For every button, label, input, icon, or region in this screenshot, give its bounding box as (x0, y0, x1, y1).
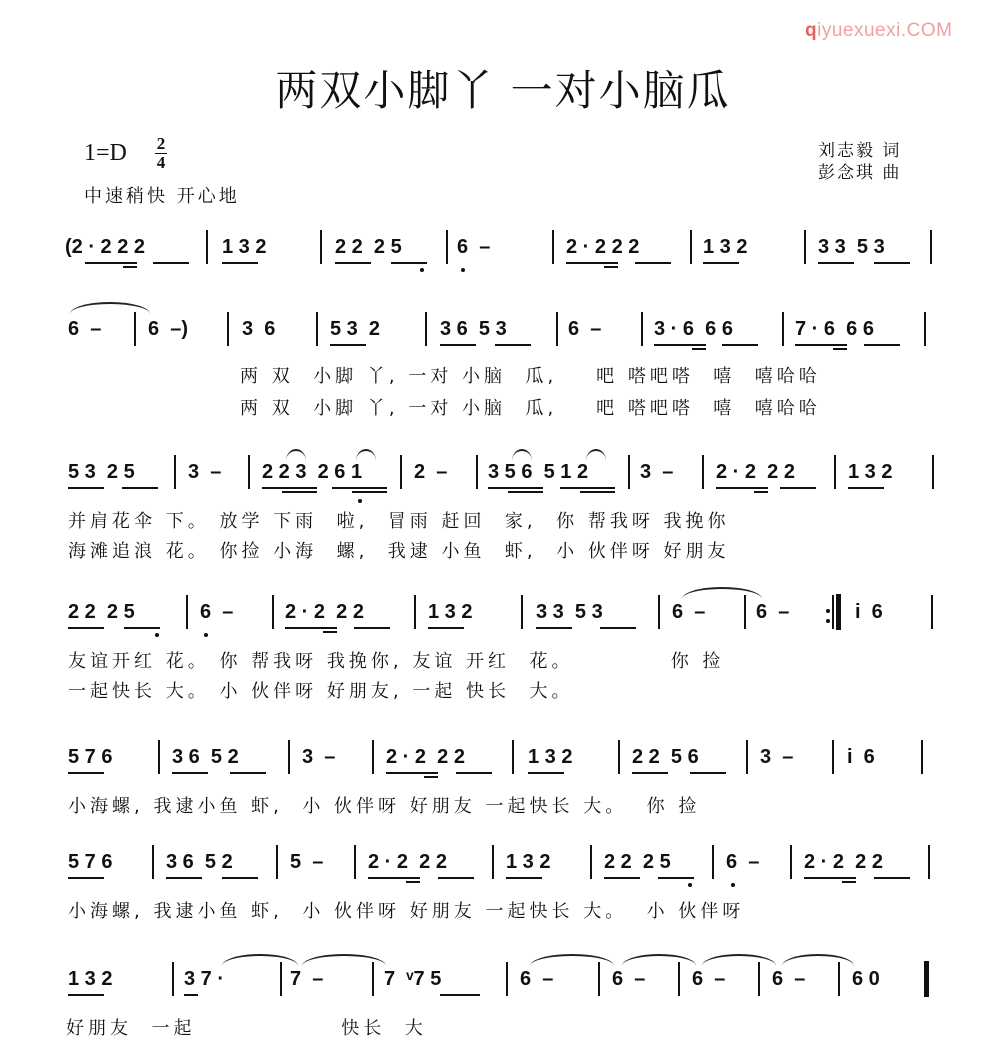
repeat-dot (826, 619, 830, 623)
low-octave-dot (358, 499, 362, 503)
underline (600, 627, 636, 629)
barline (316, 312, 318, 346)
measure: 5 – (290, 851, 324, 873)
measure: 5 7 6 (68, 851, 113, 873)
barline (924, 312, 926, 346)
barline (152, 845, 154, 879)
measure: 6 – (772, 968, 806, 990)
barline (702, 455, 704, 489)
low-octave-dot (204, 633, 208, 637)
measure: 1 3 2 (703, 236, 748, 258)
barline (446, 230, 448, 264)
barline (372, 740, 374, 774)
underline (635, 262, 671, 264)
tie (530, 954, 614, 966)
measure: 2 2 3 2 6 1 (262, 461, 363, 483)
repeat-barline-thin (832, 595, 834, 629)
underline (440, 344, 476, 346)
lyrics-verse-2: 一起快长 大。 小 伙伴呀 好朋友, 一起 快长 大。 (68, 681, 574, 702)
measure: 6 – (520, 968, 554, 990)
measure: 7 ᵛ7 5 (384, 968, 442, 990)
underline (330, 344, 366, 346)
song-title: 两双小脚丫 一对小脑瓜 (275, 66, 731, 115)
barline (690, 230, 692, 264)
barline (280, 962, 282, 996)
underline (874, 877, 910, 879)
underline (703, 262, 739, 264)
underline (780, 487, 816, 489)
underline (282, 491, 317, 493)
tie (302, 954, 386, 966)
underline (123, 266, 137, 268)
barline (414, 595, 416, 629)
underline (690, 772, 726, 774)
barline (288, 740, 290, 774)
measure: 1 3 2 (68, 968, 113, 990)
underline (722, 344, 758, 346)
barline (174, 455, 176, 489)
barline (746, 740, 748, 774)
low-octave-dot (155, 633, 159, 637)
measure: 7 · 6 6 6 (795, 318, 874, 340)
tie (622, 954, 696, 966)
measure: 2 2 2 5 (604, 851, 671, 873)
measure: 5 3 2 5 (68, 461, 135, 483)
measure: 3 6 5 2 (172, 746, 239, 768)
underline (692, 348, 706, 350)
barline (476, 455, 478, 489)
underline (818, 262, 854, 264)
barline (227, 312, 229, 346)
underline (68, 994, 104, 996)
measure: 3 6 5 2 (166, 851, 233, 873)
barline (134, 312, 136, 346)
underline (864, 344, 900, 346)
underline (488, 487, 543, 489)
final-barline (924, 961, 929, 997)
measure: 6 0 (852, 968, 880, 990)
repeat-barline-thick (836, 594, 841, 630)
measure: 6 – (726, 851, 760, 873)
underline (424, 776, 438, 778)
slur (356, 449, 376, 461)
barline (521, 595, 523, 629)
lyrics-verse-1: 友谊开红 花。 你 帮我呀 我挽你, 友谊 开红 花。 你 捡 (68, 651, 725, 672)
time-signature (155, 136, 167, 171)
underline (332, 487, 387, 489)
barline (758, 962, 760, 996)
underline (166, 877, 202, 879)
underline (833, 348, 847, 350)
barline (512, 740, 514, 774)
measure: 1 3 2 (428, 601, 473, 623)
measure: 3 6 5 3 (440, 318, 507, 340)
watermark-text: iyuexuexi.COM (817, 20, 953, 41)
underline (580, 491, 615, 493)
barline (598, 962, 600, 996)
underline (842, 881, 856, 883)
barline (506, 962, 508, 996)
barline (928, 845, 930, 879)
underline (604, 266, 618, 268)
measure: 2 2 5 6 (632, 746, 699, 768)
barline (172, 962, 174, 996)
measure: 3 3 5 3 (818, 236, 885, 258)
barline (556, 312, 558, 346)
tie (70, 302, 150, 314)
lyrics-verse-1: 小海螺, 我逮小鱼 虾, 小 伙伴呀 好朋友 一起快长 大。 小 伙伴呀 (68, 901, 745, 922)
measure: 6 – (68, 318, 102, 340)
underline (386, 772, 438, 774)
underline (124, 627, 160, 629)
underline (716, 487, 768, 489)
slur (512, 449, 532, 461)
underline (506, 877, 542, 879)
measure: 2 · 2 2 2 (804, 851, 883, 873)
measure: 2 2 2 5 (335, 236, 402, 258)
measure: 2 2 2 5 (68, 601, 135, 623)
tempo-marking: 中速稍快 开心地 (84, 186, 240, 207)
tie (782, 954, 854, 966)
underline (754, 491, 768, 493)
barline (618, 740, 620, 774)
measure: (2 · 2 2 2 (65, 236, 146, 258)
measure: i 6 (847, 746, 875, 768)
measure: 6 – (457, 236, 491, 258)
measure: 6 – (756, 601, 790, 623)
measure: i 6 (855, 601, 883, 623)
underline (456, 772, 492, 774)
measure: 3 7 · (184, 968, 225, 990)
underline (560, 487, 615, 489)
measure: 1 3 2 (528, 746, 573, 768)
measure: 2 · 2 2 2 (285, 601, 364, 623)
underline (848, 487, 884, 489)
underline (184, 994, 198, 996)
barline (276, 845, 278, 879)
slur (286, 449, 306, 461)
time-sig-bottom: 4 (156, 153, 166, 172)
barline (492, 845, 494, 879)
barline (832, 740, 834, 774)
barline (782, 312, 784, 346)
underline (68, 627, 104, 629)
barline (641, 312, 643, 346)
measure: 2 · 2 2 2 (368, 851, 447, 873)
composer: 彭念琪 曲 (818, 163, 902, 183)
underline (352, 491, 387, 493)
measure: 1 3 2 (506, 851, 551, 873)
underline (222, 262, 258, 264)
measure: 7 – (290, 968, 324, 990)
underline (335, 262, 371, 264)
barline (272, 595, 274, 629)
underline (495, 344, 531, 346)
barline (712, 845, 714, 879)
measure: 6 – (692, 968, 726, 990)
underline (85, 262, 137, 264)
barline (744, 595, 746, 629)
underline (528, 772, 564, 774)
watermark-logo: q (805, 20, 818, 41)
slur (586, 449, 606, 461)
watermark (805, 20, 952, 42)
barline (400, 455, 402, 489)
measure: 3 6 (242, 318, 276, 340)
measure: 3 – (640, 461, 674, 483)
barline (320, 230, 322, 264)
barline (628, 455, 630, 489)
barline (838, 962, 840, 996)
underline (122, 487, 158, 489)
underline (874, 262, 910, 264)
barline (206, 230, 208, 264)
time-sig-top: 2 (156, 134, 166, 153)
repeat-dot (826, 609, 830, 613)
lyrics-verse-2: 海滩追浪 花。 你捡 小海 螺, 我逮 小鱼 虾, 小 伙伴呀 好朋友 (68, 541, 730, 562)
underline (632, 772, 668, 774)
measure: 6 – (612, 968, 646, 990)
underline (68, 772, 104, 774)
underline (536, 627, 572, 629)
tie (222, 954, 298, 966)
underline (354, 627, 390, 629)
lyrics-verse-1: 好朋友 一起 快长 大 (66, 1018, 427, 1039)
measure: 6 –) (148, 318, 189, 340)
low-octave-dot (420, 268, 424, 272)
measure: 3 – (188, 461, 222, 483)
underline (172, 772, 208, 774)
underline (795, 344, 847, 346)
underline (428, 627, 464, 629)
measure: 1 3 2 (848, 461, 893, 483)
barline (248, 455, 250, 489)
measure: 3 3 5 3 (536, 601, 603, 623)
underline (406, 881, 420, 883)
key-signature: 1=D (84, 140, 127, 166)
measure: 5 7 6 (68, 746, 113, 768)
underline (68, 877, 104, 879)
underline (654, 344, 706, 346)
barline (931, 595, 933, 629)
underline (230, 772, 266, 774)
underline (153, 262, 189, 264)
underline (68, 487, 104, 489)
barline (158, 740, 160, 774)
underline (604, 877, 640, 879)
barline (790, 845, 792, 879)
low-octave-dot (731, 883, 735, 887)
underline (222, 877, 258, 879)
barline (186, 595, 188, 629)
underline (440, 994, 480, 996)
measure: 6 – (672, 601, 706, 623)
lyrics-verse-1: 小海螺, 我逮小鱼 虾, 小 伙伴呀 好朋友 一起快长 大。 你 捡 (68, 796, 701, 817)
measure: 2 · 2 2 2 (716, 461, 795, 483)
underline (508, 491, 543, 493)
measure: 2 · 2 2 2 (386, 746, 465, 768)
barline (354, 845, 356, 879)
measure: 3 · 6 6 6 (654, 318, 733, 340)
underline (391, 262, 427, 264)
barline (658, 595, 660, 629)
lyricist: 刘志毅 词 (818, 141, 902, 161)
measure: 6 – (200, 601, 234, 623)
low-octave-dot (461, 268, 465, 272)
barline (930, 230, 932, 264)
measure: 3 – (302, 746, 336, 768)
underline (804, 877, 856, 879)
barline (804, 230, 806, 264)
measure: 2 – (414, 461, 448, 483)
barline (552, 230, 554, 264)
barline (678, 962, 680, 996)
underline (658, 877, 694, 879)
underline (368, 877, 420, 879)
lyrics-verse-1: 两 双 小脚 丫, 一对 小脑 瓜, 吧 嗒吧嗒 嘻 嘻哈哈 (240, 366, 821, 387)
barline (590, 845, 592, 879)
measure: 2 · 2 2 2 (566, 236, 640, 258)
measure: 3 – (760, 746, 794, 768)
tie (702, 954, 776, 966)
measure: 1 3 2 (222, 236, 267, 258)
barline (834, 455, 836, 489)
lyrics-verse-2: 两 双 小脚 丫, 一对 小脑 瓜, 吧 嗒吧嗒 嘻 嘻哈哈 (240, 398, 821, 419)
credits (818, 140, 901, 184)
measure: 3 5 6 5 1 2 (488, 461, 589, 483)
underline (438, 877, 474, 879)
measure: 5 3 2 (330, 318, 381, 340)
underline (566, 262, 618, 264)
barline (372, 962, 374, 996)
measure: 6 – (568, 318, 602, 340)
barline (932, 455, 934, 489)
underline (285, 627, 337, 629)
barline (921, 740, 923, 774)
tie (682, 587, 762, 599)
barline (425, 312, 427, 346)
underline (262, 487, 317, 489)
lyrics-verse-1: 并肩花伞 下。 放学 下雨 啦, 冒雨 赶回 家, 你 帮我呀 我挽你 (68, 511, 730, 532)
low-octave-dot (688, 883, 692, 887)
underline (323, 631, 337, 633)
